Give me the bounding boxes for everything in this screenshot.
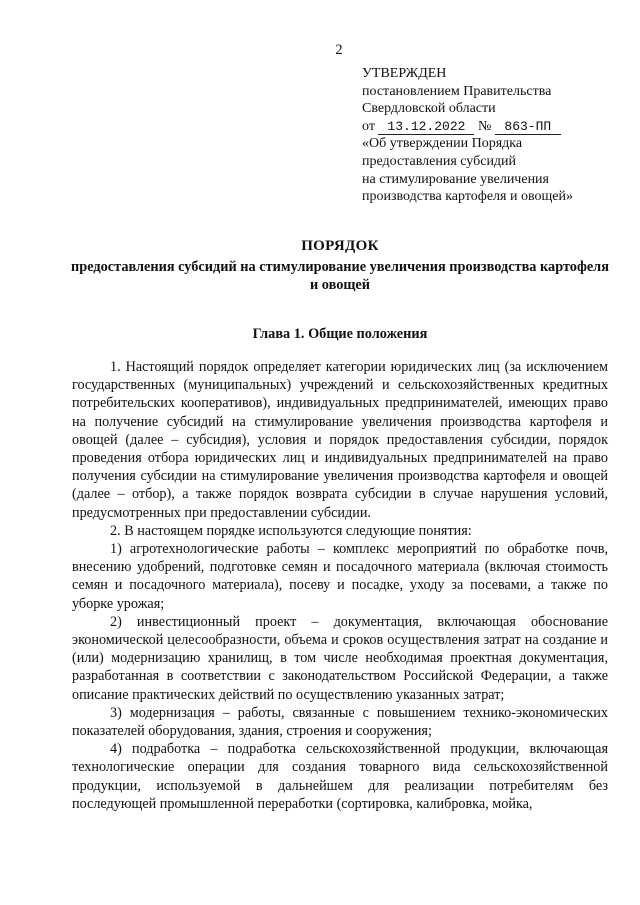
approval-line-2: Свердловской области (362, 101, 496, 117)
definition-1: 1) агротехнологические работы – комплекс мероприятий по обработке почв, внесению удобрений, подготовке семян и посадочного материала (включая стоимость семян и посадочного материала), посеву и посадке, уходу за посевами, а также по уборке урожая; (72, 541, 608, 612)
document-title: ПОРЯДОК (301, 238, 379, 254)
approval-date: 13.12.2022 (378, 120, 474, 135)
paragraph-1: 1. Настоящий порядок определяет категории юридических лиц (за исключением государственных (муниципальных) учреждений и сельскохозяйственных кредитных потребительских кооперативов), индивидуальных предпринимателей, имеющих право на получение субсидий на стимулирование увеличения производства картофеля и овощей (далее – субсидия), условия и порядок предоставления субсидии, порядок проведения отбора юридических лиц и индивидуальных предпринимателей на право получения субсидии на стимулирование увеличения производства картофеля и овощей (далее – отбор), а также порядок возврата субсидии в случае нарушения условий, предусмотренных при предоставлении субсидии. (72, 359, 608, 521)
definition-4: 4) подработка – подработка сельскохозяйственной продукции, включающая технологические операции для создания товарного вида сельскохозяйственной продукции, используемой в дальнейшем для реализации потребителям без последующей промышленной переработки (сортировка, калибровка, мойка, (72, 741, 608, 812)
document-body (72, 358, 608, 813)
approval-number: 863-ПП (495, 120, 561, 135)
approval-ref-2: предоставления субсидий (362, 153, 517, 169)
document-subtitle: предоставления субсидий на стимулирование увеличения производства картофеля и овощей (71, 259, 609, 293)
approval-stamp (362, 65, 612, 206)
number-prefix: № (477, 118, 492, 134)
approval-ref-4: производства картофеля и овощей» (362, 189, 573, 205)
approval-line-1: постановлением Правительства (362, 83, 552, 99)
approval-date-line (362, 118, 612, 136)
approval-ref-3: на стимулирование увеличения (362, 171, 549, 187)
chapter-heading: Глава 1. Общие положения (252, 326, 428, 342)
date-prefix: от (362, 118, 375, 134)
paragraph-2: 2. В настоящем порядке используются следующие понятия: (110, 522, 472, 539)
definition-2: 2) инвестиционный проект – документация, включающая обоснование экономической целесообразности, объема и сроков осуществления затрат на создание и (или) модернизацию хранилищ, в том числе необходимая проектная документация, разработанная в соответствии с законодательством Российской Федерации, а также описание практических действий по осуществлению указанных затрат; (72, 613, 608, 703)
definition-3: 3) модернизация – работы, связанные с повышением технико-экономических показателей оборудования, здания, строения и сооружения; (72, 704, 608, 740)
page-number: 2 (335, 42, 343, 58)
approval-title: УТВЕРЖДЕН (362, 66, 447, 81)
approval-ref-1: «Об утверждении Порядка (362, 136, 523, 152)
